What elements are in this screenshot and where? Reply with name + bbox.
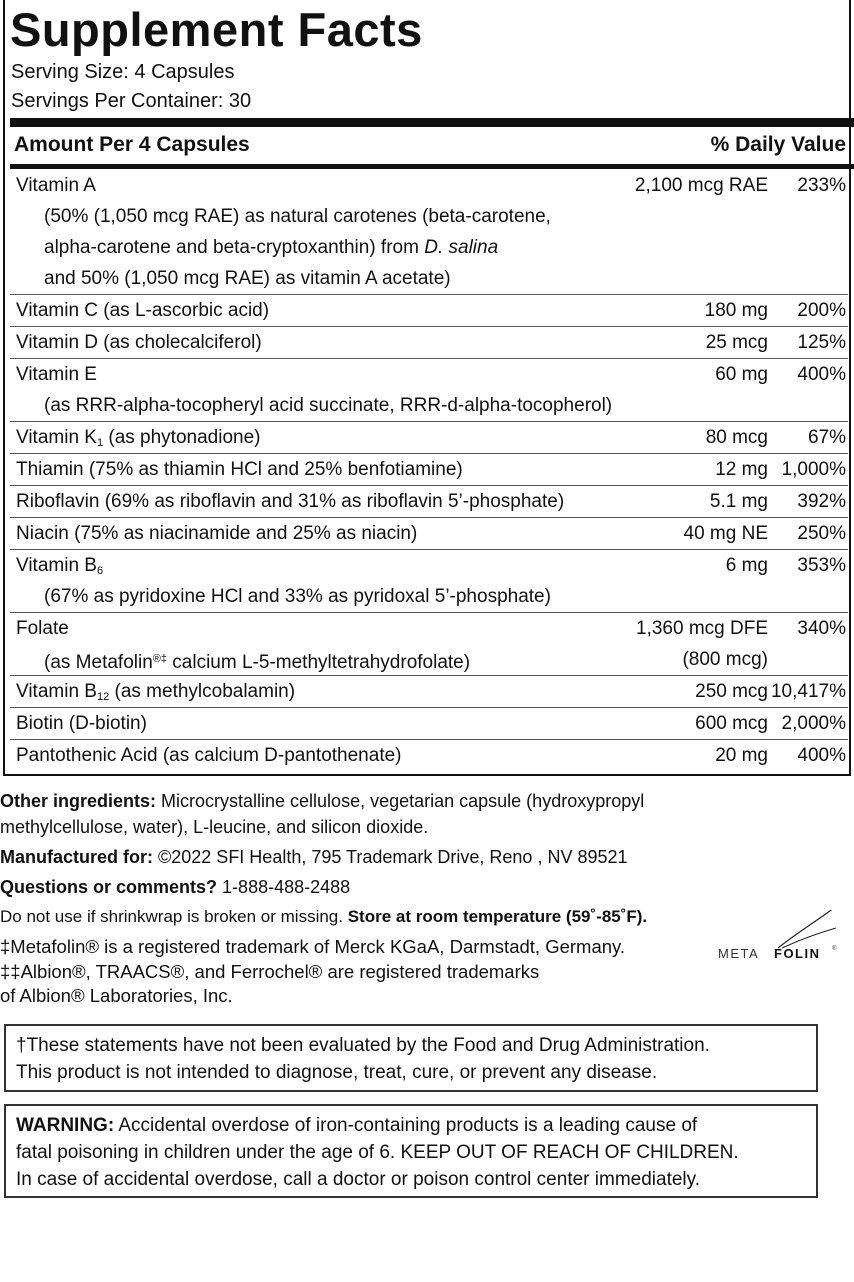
nutrient-detail: alpha-carotene and beta-cryptoxanthin) from D. salina — [44, 237, 499, 258]
fda-line-1: †These statements have not been evaluated by the Food and Drug Administration. — [16, 1035, 710, 1056]
nutrient-dv: 2,000% — [781, 713, 846, 734]
page-title: Supplement Facts — [10, 3, 423, 56]
nutrient-dv: 233% — [797, 175, 846, 196]
nutrient-dv: 125% — [797, 332, 846, 353]
nutrient-detail: (67% as pyridoxine HCl and 33% as pyridoxal 5’-phosphate) — [44, 586, 551, 607]
fda-line-2: This product is not intended to diagnose, treat, cure, or prevent any disease. — [16, 1062, 658, 1083]
nutrient-detail: (50% (1,050 mcg RAE) as natural carotenes (beta-carotene, — [44, 206, 551, 227]
nutrient-name: Vitamin C (as L-ascorbic acid) — [16, 300, 270, 321]
nutrient-dv: 250% — [797, 523, 846, 544]
nutrient-detail: (as RRR-alpha-tocopheryl acid succinate, RRR-d-alpha-tocopherol) — [44, 395, 613, 416]
table-row — [10, 708, 848, 740]
nutrient-name: Vitamin E — [16, 364, 97, 385]
nutrient-amount: 40 mg NE — [683, 523, 768, 544]
nutrient-detail: (as Metafolin®‡ calcium L-5-methyltetrahydrofolate) — [44, 652, 471, 673]
table-row — [10, 454, 848, 486]
other-ingredients: Other ingredients: Microcrystalline cellulose, vegetarian capsule (hydroxypropyl — [0, 791, 645, 811]
daily-value-header: % Daily Value — [710, 133, 846, 156]
trademark-note-1: ‡Metafolin® is a registered trademark of Merck KGaA, Darmstadt, Germany. — [0, 936, 626, 957]
warning-line-1: WARNING: Accidental overdose of iron-containing products is a leading cause of — [16, 1115, 698, 1136]
nutrient-name: Thiamin (75% as thiamin HCl and 25% benfotiamine) — [16, 459, 463, 480]
logo-registered-mark: ® — [832, 946, 837, 952]
table-header — [14, 133, 846, 163]
logo-swoosh — [778, 910, 834, 948]
nutrient-dv: 1,000% — [781, 459, 846, 480]
nutrient-dv: 67% — [807, 427, 846, 448]
nutrient-table — [10, 170, 848, 771]
table-row — [10, 327, 848, 359]
notes-section — [0, 788, 850, 1008]
table-row — [10, 422, 848, 454]
servings-per-container: Servings Per Container: 30 — [11, 90, 252, 112]
nutrient-name: Pantothenic Acid (as calcium D-pantothenate) — [16, 745, 402, 766]
nutrient-name: Vitamin $K_1$ (as phytonadione) — [16, 427, 261, 449]
nutrient-dv: 200% — [797, 300, 846, 321]
nutrient-amount: 6 mg — [725, 555, 768, 576]
trademark-note-2: ‡‡Albion®, TRAACS®, and Ferrochel® are registered trademarks — [0, 961, 540, 982]
nutrient-dv: 392% — [797, 491, 846, 512]
thick-divider — [10, 118, 854, 127]
nutrient-amount: 180 mg — [704, 300, 768, 321]
table-row — [10, 550, 848, 613]
trademark-note-3: of Albion® Laboratories, Inc. — [0, 985, 233, 1006]
table-row — [10, 170, 848, 295]
nutrient-dv: 10,417% — [770, 681, 846, 702]
nutrient-amount: 60 mg — [715, 364, 768, 385]
table-row — [10, 613, 848, 676]
nutrient-amount: 2,100 mcg RAE — [634, 175, 768, 196]
table-row — [10, 486, 848, 518]
nutrient-name: Niacin (75% as niacinamide and 25% as niacin) — [16, 523, 418, 544]
nutrient-amount: 80 mcg — [705, 427, 768, 448]
nutrient-amount: 12 mg — [715, 459, 768, 480]
nutrient-amount: 600 mcg — [695, 713, 768, 734]
amount-header: Amount Per 4 Capsules — [14, 133, 250, 156]
table-row — [10, 740, 848, 771]
nutrient-amount: 250 mcg — [695, 681, 768, 702]
nutrient-detail: and 50% (1,050 mcg RAE) as vitamin A acetate) — [44, 268, 451, 289]
medium-divider — [10, 164, 854, 169]
nutrient-name: Vitamin A — [16, 175, 96, 196]
nutrient-amount: 5.1 mg — [709, 491, 768, 512]
table-row — [10, 676, 848, 708]
table-row — [10, 359, 848, 422]
fda-disclaimer — [4, 1024, 818, 1092]
nutrient-amount: 25 mcg — [705, 332, 768, 353]
nutrient-dv: 400% — [797, 745, 846, 766]
nutrient-name: Biotin (D-biotin) — [16, 713, 147, 734]
storage-note: Do not use if shrinkwrap is broken or missing. Store at room temperature (59˚-85˚F). — [0, 907, 648, 926]
nutrient-dv: 400% — [797, 364, 846, 385]
questions: Questions or comments? 1-888-488-2488 — [0, 877, 351, 897]
nutrient-amount: 20 mg — [715, 745, 768, 766]
metafolin-logo — [718, 910, 842, 966]
warning-line-2: fatal poisoning in children under the age of 6. KEEP OUT OF REACH OF CHILDREN. — [16, 1142, 739, 1163]
warning-box — [4, 1104, 818, 1198]
other-ingredients-cont: methylcellulose, water), L-leucine, and silicon dioxide. — [0, 817, 429, 837]
logo-text-left: META — [718, 946, 760, 961]
nutrient-name: Vitamin D (as cholecalciferol) — [16, 332, 262, 353]
nutrient-amount: (800 mcg) — [682, 649, 768, 670]
nutrient-name: Vitamin $B_{12}$ (as methylcobalamin) — [16, 681, 296, 703]
logo-swoosh-2 — [782, 928, 836, 948]
logo-text-right: FOLIN — [774, 946, 821, 961]
nutrient-amount: 1,360 mcg DFE — [636, 618, 768, 639]
nutrient-dv: 353% — [797, 555, 846, 576]
manufactured-for: Manufactured for: ©2022 SFI Health, 795 Trademark Drive, Reno , NV 89521 — [0, 847, 628, 867]
nutrient-dv: 340% — [797, 618, 846, 639]
table-row — [10, 295, 848, 327]
table-row — [10, 518, 848, 550]
nutrient-name: Riboflavin (69% as riboflavin and 31% as riboflavin 5’-phosphate) — [16, 491, 565, 512]
warning-line-3: In case of accidental overdose, call a doctor or poison control center immediately. — [16, 1169, 700, 1190]
serving-size: Serving Size: 4 Capsules — [11, 61, 235, 83]
nutrient-name: Folate — [16, 618, 69, 639]
nutrient-name: Vitamin $B_6$ — [16, 555, 104, 577]
